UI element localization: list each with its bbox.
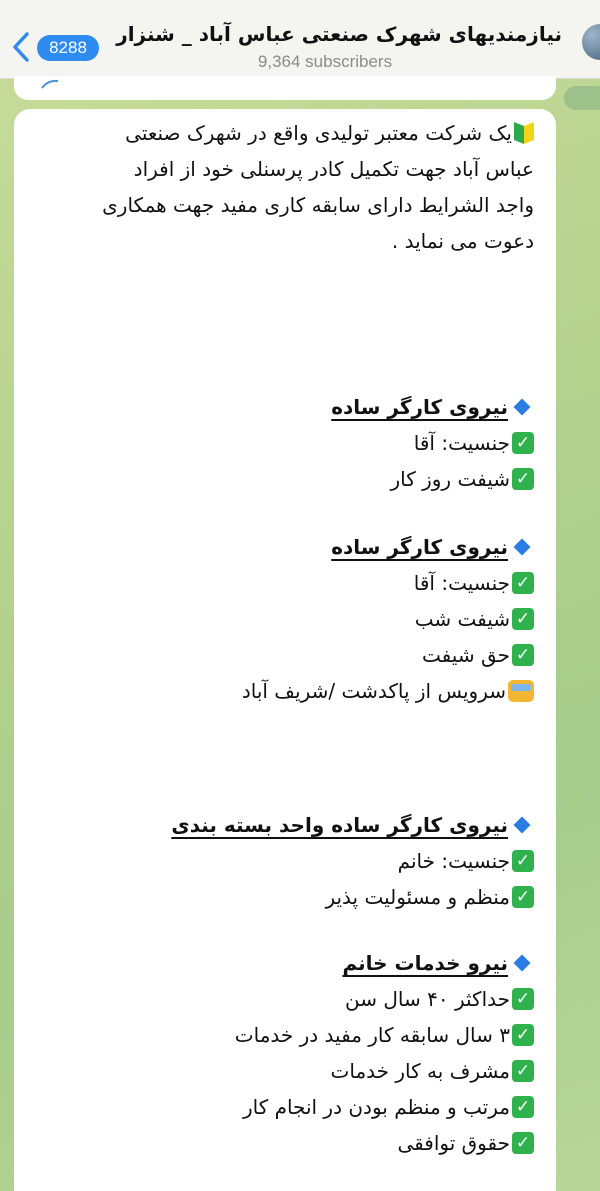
intro-text: عباس آباد جهت تکمیل کادر پرسنلی خود از افراد [133,157,534,181]
list-item-text: مرتب و منظم بودن در انجام کار [242,1095,510,1119]
list-item-text: جنسیت: آقا [413,571,510,595]
list-item [398,849,534,873]
check-mark-box-icon: ✓ [512,608,534,630]
section-heading [331,395,534,419]
list-item [243,1095,534,1119]
blue-diamond-icon [514,399,531,416]
check-mark-box-icon: ✓ [512,468,534,490]
side-action-button[interactable] [564,86,600,110]
list-item-text: ۳ سال سابقه کار مفید در خدمات [234,1023,510,1047]
beginner-symbol-icon [514,122,534,144]
list-item [414,571,534,595]
list-item-text: سرویس از پاکدشت /شریف آباد [241,679,506,703]
list-item-text: حق شیفت [422,643,510,667]
check-mark-box-icon: ✓ [512,886,534,908]
section-heading [171,813,534,837]
section-title: نیروی کارگر ساده [331,535,508,559]
blue-diamond-icon [514,817,531,834]
list-item [345,987,534,1011]
list-item-text: جنسیت: خانم [397,849,510,873]
check-mark-box-icon: ✓ [512,1132,534,1154]
intro-line [102,193,534,217]
channel-header [0,0,600,79]
list-item [331,1059,534,1083]
list-item-text: جنسیت: آقا [413,431,510,455]
check-mark-box-icon: ✓ [512,644,534,666]
section-heading [331,535,534,559]
bus-icon [508,680,534,702]
list-item-text: حقوق توافقی [397,1131,510,1155]
list-item-text: حداکثر ۴۰ سال سن [345,987,510,1011]
check-mark-box-icon: ✓ [512,1096,534,1118]
list-item-text: شیفت شب [414,607,510,631]
list-item [422,643,534,667]
section-title: نیروی کارگر ساده واحد بسته بندی [171,813,508,837]
check-mark-box-icon: ✓ [512,988,534,1010]
check-mark-box-icon: ✓ [512,850,534,872]
intro-text: یک شرکت معتبر تولیدی واقع در شهرک صنعتی [125,121,512,145]
check-mark-box-icon: ✓ [512,572,534,594]
section-heading [342,951,534,975]
unread-count-badge[interactable]: 8288 [37,35,99,61]
list-item-text: مشرف به کار خدمات [330,1059,510,1083]
check-mark-box-icon: ✓ [512,432,534,454]
intro-text: واجد الشرایط دارای سابقه کاری مفید جهت همکاری [102,193,534,217]
intro-line [134,157,534,181]
message-bubble[interactable] [14,109,556,1191]
list-item [390,467,534,491]
previous-message-bubble[interactable] [14,76,556,100]
intro-text: دعوت می نماید . [391,229,534,253]
section-title: نیروی کارگر ساده [331,395,508,419]
check-mark-box-icon: ✓ [512,1024,534,1046]
list-item [414,431,534,455]
blue-diamond-icon [514,955,531,972]
check-mark-box-icon: ✓ [512,1060,534,1082]
list-item-text: منظم و مسئولیت پذیر [325,885,510,909]
section-title: نیرو خدمات خانم [342,951,508,975]
intro-line [392,229,534,253]
blue-diamond-icon [514,539,531,556]
intro-line [125,121,534,145]
list-item-text: شیفت روز کار [390,467,510,491]
list-item [415,607,534,631]
subscriber-count: 9,364 subscribers [257,52,393,71]
list-item [325,885,534,909]
list-item [242,679,534,703]
channel-title[interactable]: نیازمندیهای شهرک صنعتی عباس آباد _ شنزار [116,22,562,46]
list-item [235,1023,534,1047]
list-item [398,1131,535,1155]
forward-icon[interactable] [40,78,62,90]
